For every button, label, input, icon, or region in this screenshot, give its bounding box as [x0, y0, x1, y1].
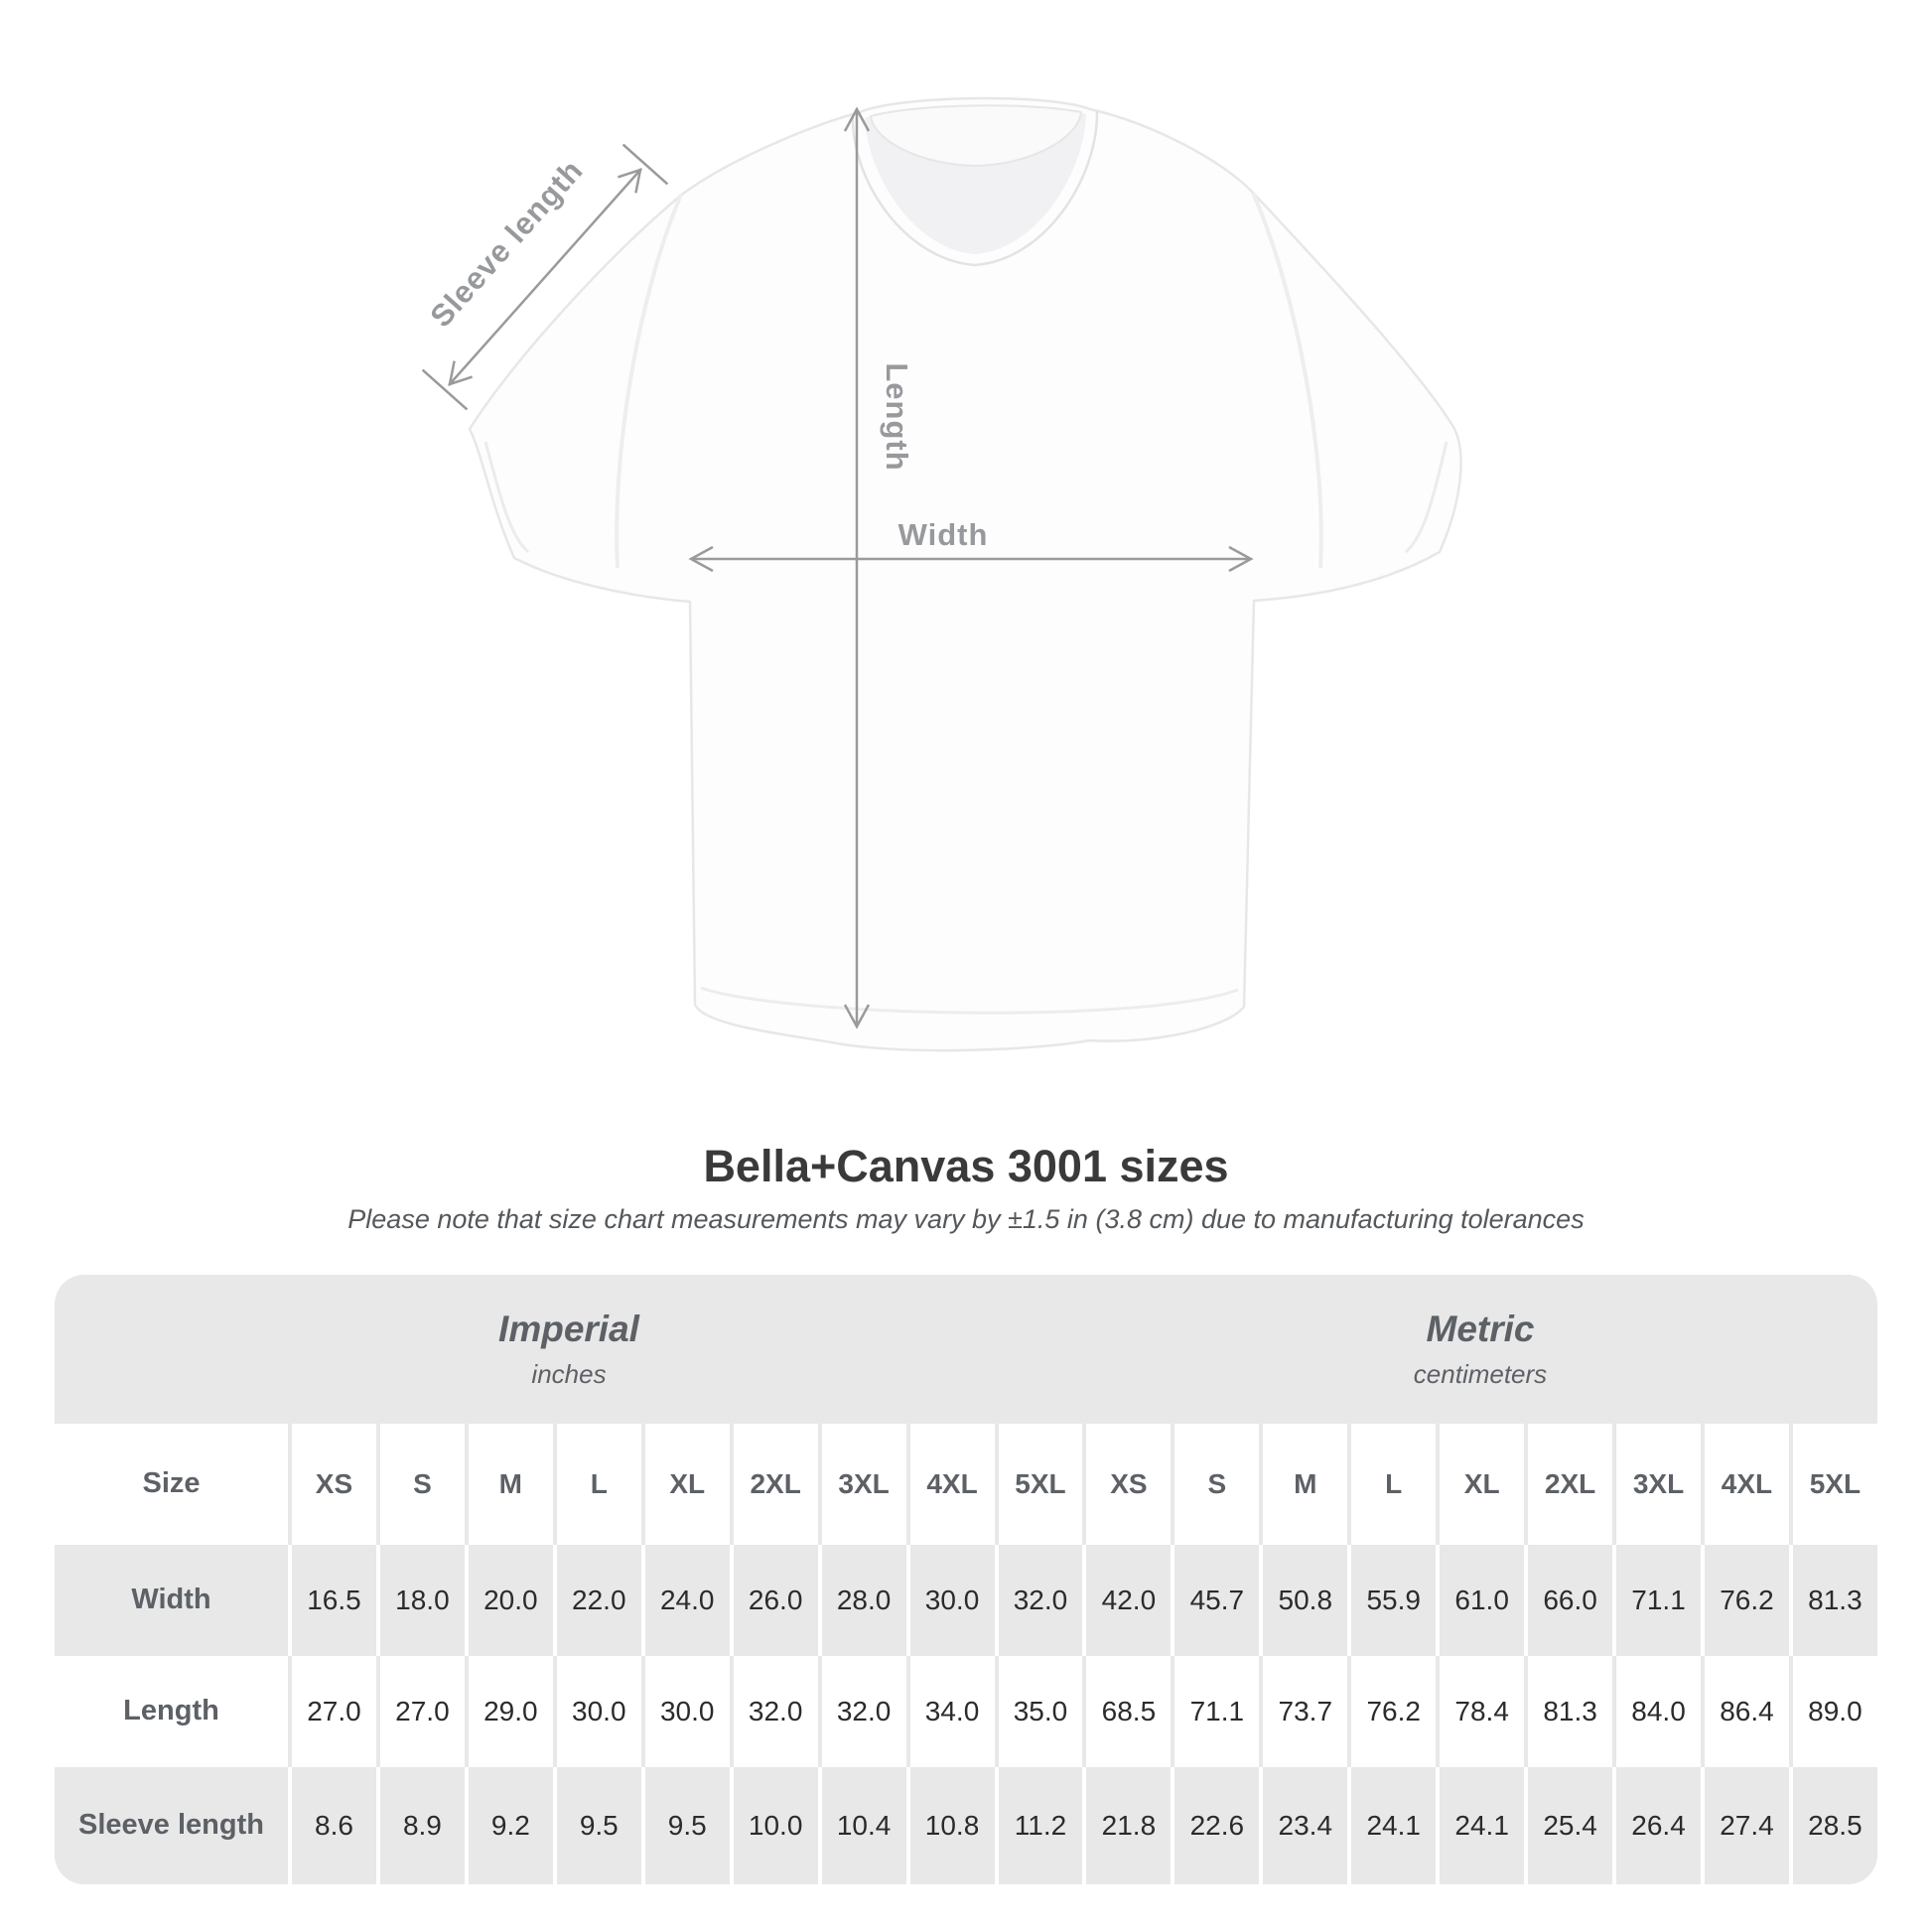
metric-header — [1083, 1309, 1877, 1390]
metric-size-header: L — [1347, 1424, 1436, 1545]
metric-size-header: S — [1171, 1424, 1259, 1545]
metric-value-cell: 78.4 — [1436, 1656, 1524, 1767]
imperial-value-cell: 26.0 — [730, 1545, 818, 1656]
imperial-value-cell: 34.0 — [906, 1656, 995, 1767]
metric-size-header: 2XL — [1524, 1424, 1612, 1545]
imperial-size-header: 3XL — [818, 1424, 906, 1545]
imperial-value-cell: 9.5 — [553, 1767, 641, 1884]
sleeve-length-label: Sleeve length — [423, 152, 591, 335]
imperial-size-header: 4XL — [906, 1424, 995, 1545]
metric-value-cell: 86.4 — [1701, 1656, 1789, 1767]
row-label: Sleeve length — [78, 1809, 264, 1842]
imperial-label: Imperial — [498, 1308, 639, 1349]
imperial-value-cell: 35.0 — [995, 1656, 1083, 1767]
metric-value-cell: 45.7 — [1171, 1545, 1259, 1656]
metric-value-cell: 71.1 — [1612, 1545, 1701, 1656]
metric-value-cell: 27.4 — [1701, 1767, 1789, 1884]
imperial-value-cell: 18.0 — [376, 1545, 465, 1656]
metric-label: Metric — [1426, 1308, 1535, 1349]
imperial-value-cell: 9.5 — [641, 1767, 730, 1884]
imperial-value-cell: 16.5 — [288, 1545, 376, 1656]
imperial-size-header: M — [465, 1424, 553, 1545]
size-header-row — [55, 1424, 1877, 1545]
metric-value-cell: 73.7 — [1259, 1656, 1347, 1767]
imperial-value-cell: 9.2 — [465, 1767, 553, 1884]
imperial-value-cell: 28.0 — [818, 1545, 906, 1656]
metric-value-cell: 42.0 — [1082, 1545, 1171, 1656]
size-corner-label: Size — [142, 1467, 201, 1500]
length-label: Length — [880, 362, 914, 472]
page-subtitle: Please note that size chart measurements may vary by ±1.5 in (3.8 cm) due to manufacturing tolerances — [347, 1203, 1585, 1234]
metric-value-cell: 55.9 — [1347, 1545, 1436, 1656]
imperial-size-header: L — [553, 1424, 641, 1545]
size-table-body — [55, 1545, 1877, 1884]
metric-value-cell: 66.0 — [1524, 1545, 1612, 1656]
imperial-value-cell: 10.8 — [906, 1767, 995, 1884]
metric-value-cell: 21.8 — [1082, 1767, 1171, 1884]
imperial-header — [55, 1309, 1083, 1390]
imperial-size-header: S — [376, 1424, 465, 1545]
imperial-size-header: 5XL — [995, 1424, 1083, 1545]
units-header-row — [55, 1275, 1877, 1424]
metric-value-cell: 26.4 — [1612, 1767, 1701, 1884]
metric-value-cell: 24.1 — [1436, 1767, 1524, 1884]
imperial-value-cell: 29.0 — [465, 1656, 553, 1767]
imperial-value-cell: 8.9 — [376, 1767, 465, 1884]
metric-value-cell: 28.5 — [1789, 1767, 1877, 1884]
imperial-value-cell: 30.0 — [553, 1656, 641, 1767]
metric-value-cell: 76.2 — [1347, 1656, 1436, 1767]
imperial-value-cell: 10.0 — [730, 1767, 818, 1884]
metric-value-cell: 76.2 — [1701, 1545, 1789, 1656]
imperial-value-cell: 32.0 — [995, 1545, 1083, 1656]
row-label: Length — [123, 1695, 219, 1727]
metric-size-header: M — [1259, 1424, 1347, 1545]
metric-value-cell: 22.6 — [1171, 1767, 1259, 1884]
metric-value-cell: 25.4 — [1524, 1767, 1612, 1884]
metric-size-header: XL — [1436, 1424, 1524, 1545]
imperial-value-cell: 22.0 — [553, 1545, 641, 1656]
metric-value-cell: 71.1 — [1171, 1656, 1259, 1767]
imperial-value-cell: 32.0 — [818, 1656, 906, 1767]
imperial-value-cell: 30.0 — [906, 1545, 995, 1656]
imperial-size-header: 2XL — [730, 1424, 818, 1545]
table-row — [55, 1767, 1877, 1884]
table-row — [55, 1545, 1877, 1656]
metric-value-cell: 50.8 — [1259, 1545, 1347, 1656]
metric-value-cell: 84.0 — [1612, 1656, 1701, 1767]
metric-size-header: 3XL — [1612, 1424, 1701, 1545]
imperial-value-cell: 27.0 — [288, 1656, 376, 1767]
page-title: Bella+Canvas 3001 sizes — [703, 1141, 1229, 1191]
width-label: Width — [897, 517, 989, 552]
metric-size-header: 4XL — [1701, 1424, 1789, 1545]
imperial-value-cell: 32.0 — [730, 1656, 818, 1767]
metric-value-cell: 81.3 — [1789, 1545, 1877, 1656]
size-chart-card — [55, 1275, 1877, 1884]
metric-value-cell: 24.1 — [1347, 1767, 1436, 1884]
metric-value-cell: 81.3 — [1524, 1656, 1612, 1767]
metric-size-header: 5XL — [1789, 1424, 1877, 1545]
imperial-value-cell: 27.0 — [376, 1656, 465, 1767]
imperial-value-cell: 20.0 — [465, 1545, 553, 1656]
table-row — [55, 1656, 1877, 1767]
imperial-size-header: XL — [641, 1424, 730, 1545]
imperial-value-cell: 11.2 — [995, 1767, 1083, 1884]
imperial-size-header: XS — [288, 1424, 376, 1545]
metric-size-header: XS — [1082, 1424, 1171, 1545]
metric-value-cell: 89.0 — [1789, 1656, 1877, 1767]
row-label: Width — [131, 1584, 211, 1616]
imperial-value-cell: 8.6 — [288, 1767, 376, 1884]
metric-value-cell: 23.4 — [1259, 1767, 1347, 1884]
metric-value-cell: 61.0 — [1436, 1545, 1524, 1656]
imperial-sub-label: inches — [531, 1358, 607, 1389]
imperial-value-cell: 10.4 — [818, 1767, 906, 1884]
metric-value-cell: 68.5 — [1082, 1656, 1171, 1767]
imperial-value-cell: 24.0 — [641, 1545, 730, 1656]
metric-sub-label: centimeters — [1413, 1358, 1548, 1389]
imperial-value-cell: 30.0 — [641, 1656, 730, 1767]
